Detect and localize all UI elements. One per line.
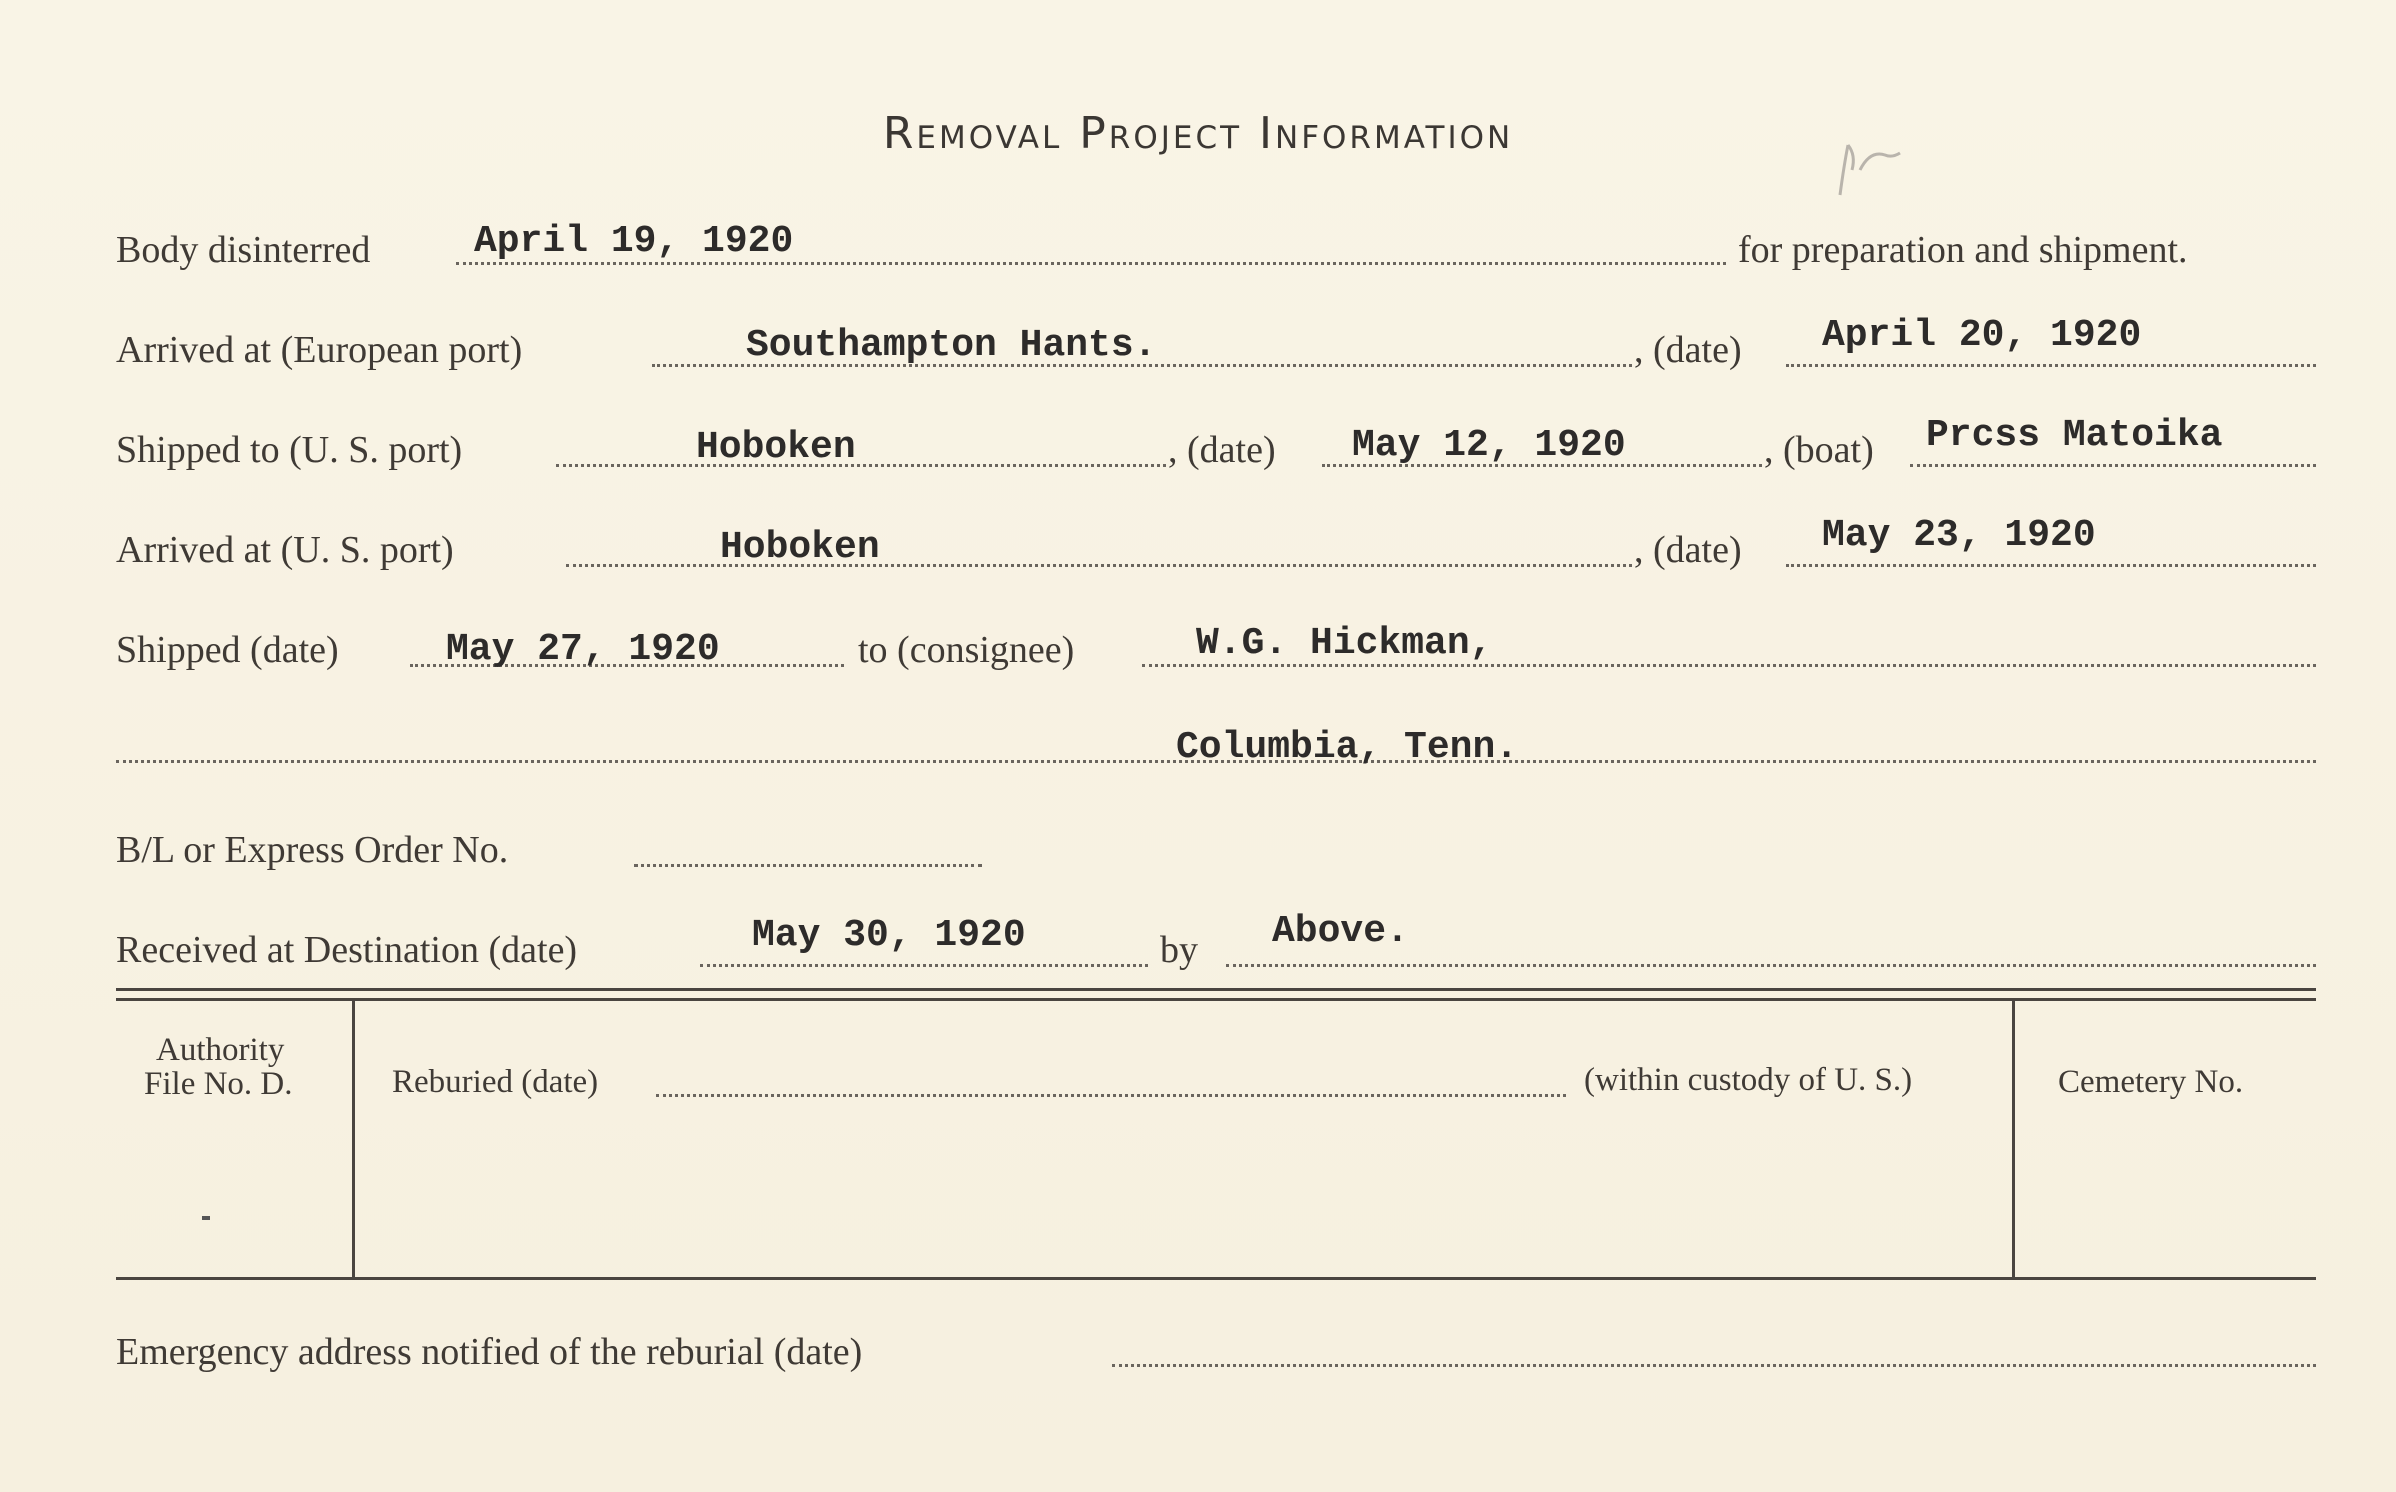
- mark-dash: [202, 1216, 210, 1220]
- label-by: by: [1160, 929, 1198, 971]
- label-authority: Authority: [156, 1032, 285, 1068]
- label-boat: , (boat): [1764, 429, 1874, 471]
- label-reburied: Reburied (date): [392, 1064, 599, 1100]
- field-line-arrived-date: [1786, 564, 2316, 567]
- value-boat: Prcss Matoika: [1926, 414, 2223, 457]
- divider-top: [116, 988, 2316, 991]
- value-received-date: May 30, 1920: [752, 914, 1026, 957]
- label-arrived-date: , (date): [1634, 529, 1742, 571]
- value-consignee-city: Columbia, Tenn.: [1176, 726, 1519, 769]
- value-disinterred-date: April 19, 1920: [474, 220, 794, 263]
- label-body-disinterred: Body disinterred: [116, 229, 371, 271]
- label-arrived-us: Arrived at (U. S. port): [116, 529, 454, 571]
- value-arrived-date: May 23, 1920: [1822, 514, 2096, 557]
- value-european-port: Southampton Hants.: [746, 324, 1157, 367]
- divider-bottom: [116, 1277, 2316, 1280]
- divider-left: [352, 1000, 355, 1278]
- pencil-mark: [1830, 125, 1920, 205]
- value-us-port-shipped: Hoboken: [696, 426, 856, 469]
- label-bl-order: B/L or Express Order No.: [116, 829, 509, 871]
- label-shipped-date: , (date): [1168, 429, 1276, 471]
- label-cemetery-no: Cemetery No.: [2058, 1064, 2244, 1100]
- label-arrived-european: Arrived at (European port): [116, 329, 523, 371]
- label-consignee: to (consignee): [858, 629, 1075, 671]
- label-emergency: Emergency address notified of the reburial (date): [116, 1331, 863, 1373]
- label-shipped-consignee-date: Shipped (date): [116, 629, 339, 671]
- field-line-received-by: [1226, 964, 2316, 967]
- value-shipped-date: May 12, 1920: [1352, 424, 1626, 467]
- field-line-european-date: [1786, 364, 2316, 367]
- value-received-by: Above.: [1272, 910, 1409, 953]
- label-european-date: , (date): [1634, 329, 1742, 371]
- value-european-date: April 20, 1920: [1822, 314, 2142, 357]
- divider-top-second: [116, 998, 2316, 1001]
- field-line-reburied: [656, 1094, 1566, 1097]
- value-us-port-arrived: Hoboken: [720, 526, 880, 569]
- label-custody: (within custody of U. S.): [1584, 1062, 1913, 1098]
- label-received-dest: Received at Destination (date): [116, 929, 578, 971]
- card-title: Removal Project Information: [882, 108, 1514, 159]
- value-consignee-name: W.G. Hickman,: [1196, 622, 1493, 665]
- divider-right: [2012, 1000, 2015, 1278]
- field-line-received-date: [700, 964, 1148, 967]
- label-file-no: File No. D.: [144, 1066, 293, 1102]
- field-line-us-port: [556, 464, 1166, 467]
- value-shipped-consignee-date: May 27, 1920: [446, 628, 720, 671]
- label-prep-shipment: for preparation and shipment.: [1738, 229, 2188, 271]
- field-line-boat: [1910, 464, 2316, 467]
- label-shipped-us: Shipped to (U. S. port): [116, 429, 463, 471]
- field-line-emergency: [1112, 1364, 2316, 1367]
- field-line-bl-order: [634, 864, 982, 867]
